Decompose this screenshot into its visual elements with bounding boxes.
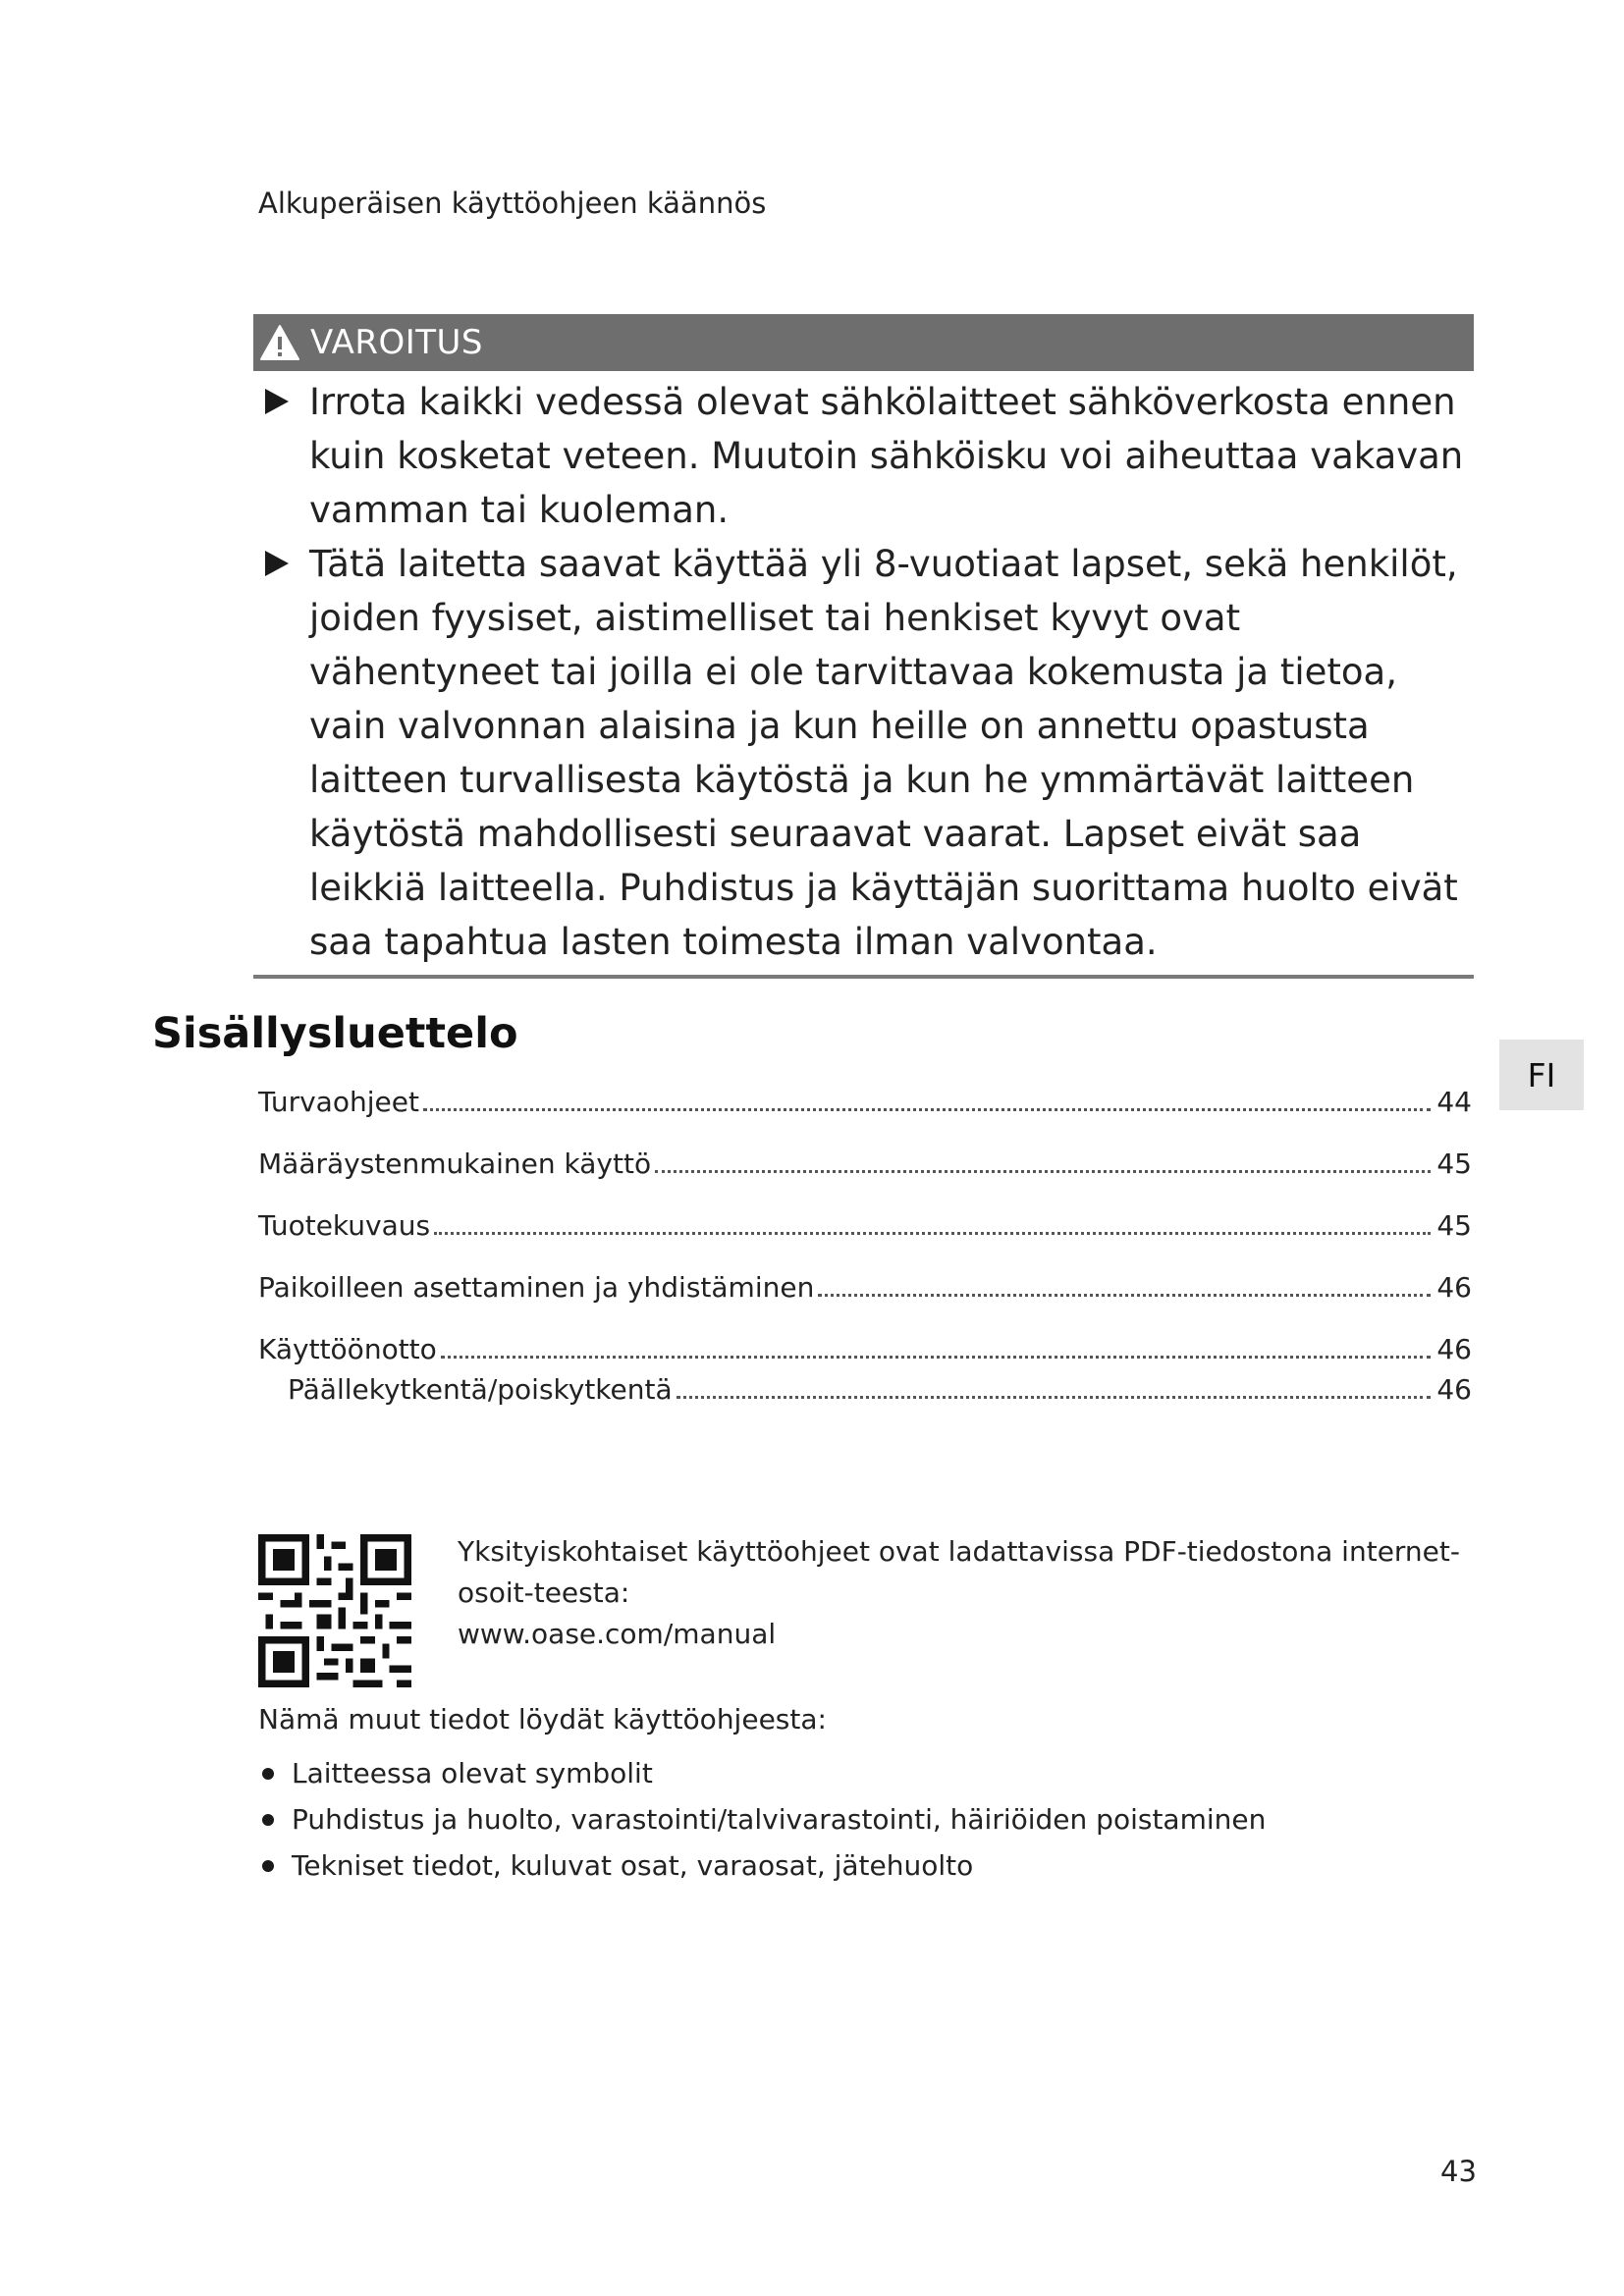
toc-entry-label: Käyttöönotto <box>258 1333 437 1365</box>
toc-entry-page: 45 <box>1436 1148 1472 1180</box>
toc-leader <box>434 1232 1431 1235</box>
toc-leader <box>677 1396 1432 1399</box>
language-tab: FI <box>1499 1040 1584 1110</box>
warning-item-text: Irrota kaikki vedessä olevat sähkölaitteet sähköverkosta ennen kuin kosketat veteen. Muutoin sähköisku voi aiheuttaa vakavan vamman tai kuoleman. <box>309 381 1464 531</box>
manual-download-info <box>458 1531 1479 1655</box>
toc-entry[interactable] <box>258 1265 1472 1327</box>
toc-entry-label: Turvaohjeet <box>258 1086 419 1118</box>
toc-heading: Sisällysluettelo <box>152 1009 518 1058</box>
manual-download-text: Yksityiskohtaiset käyttöohjeet ovat ladattavissa PDF-tiedostona internet-osoit-teesta: <box>458 1535 1460 1609</box>
page-number: 43 <box>1440 2155 1477 2188</box>
list-item-text: Tekniset tiedot, kuluvat osat, varaosat, jätehuolto <box>292 1849 974 1882</box>
list-item <box>258 1842 1266 1889</box>
toc-subentry[interactable] <box>258 1367 1472 1409</box>
toc-leader <box>423 1108 1431 1111</box>
toc-entry-page: 45 <box>1436 1209 1472 1242</box>
toc-entry-label: Päällekytkentä/poiskytkentä <box>288 1373 673 1406</box>
arrow-right-icon <box>265 551 289 576</box>
toc-entry-page: 46 <box>1436 1333 1472 1365</box>
bullet-icon <box>262 1768 274 1780</box>
toc-entry-label: Tuotekuvaus <box>258 1209 431 1242</box>
toc-leader <box>818 1294 1431 1297</box>
toc-leader <box>441 1356 1432 1359</box>
warning-header <box>253 314 1474 371</box>
bullet-icon <box>262 1860 274 1872</box>
toc-entry-label: Paikoilleen asettaminen ja yhdistäminen <box>258 1271 815 1304</box>
arrow-right-icon <box>265 389 289 414</box>
toc-entry-page: 46 <box>1436 1373 1472 1406</box>
warning-item <box>253 537 1474 969</box>
list-item <box>258 1750 1266 1796</box>
warning-divider <box>253 975 1474 979</box>
more-info-list <box>258 1750 1266 1889</box>
toc-entry-label: Määräystenmukainen käyttö <box>258 1148 652 1180</box>
toc-leader <box>655 1170 1431 1173</box>
more-info-intro: Nämä muut tiedot löydät käyttöohjeesta: <box>258 1703 827 1735</box>
list-item-text: Puhdistus ja huolto, varastointi/talvivarastointi, häiriöiden poistaminen <box>292 1803 1267 1836</box>
manual-url-link[interactable]: www.oase.com/manual <box>458 1618 777 1650</box>
warning-title: VAROITUS <box>310 323 483 362</box>
warning-triangle-icon <box>259 323 300 362</box>
warning-item-text: Tätä laitetta saavat käyttää yli 8-vuotiaat lapset, sekä henkilöt, joiden fyysiset, aistimelliset tai henkiset kyvyt ovat vähentyneet tai joilla ei ole tarvittavaa kokemusta ja tietoa, vain valvonnan alaisina ja kun heille on annettu opastusta laitteen turvallisesta käytöstä ja kun he ymmärtävät laitteen käytöstä mahdollisesti seuraavat vaarat. Lapset eivät saa leikkiä laitteella. Puhdistus ja käyttäjän suorittama huolto eivät saa tapahtua lasten toimesta ilman valvontaa. <box>309 543 1458 963</box>
toc-entry[interactable] <box>258 1142 1472 1203</box>
warning-list <box>253 375 1474 969</box>
warning-item <box>253 375 1474 537</box>
bullet-icon <box>262 1814 274 1826</box>
document-subtitle: Alkuperäisen käyttöohjeen käännös <box>258 187 767 220</box>
toc-entry[interactable] <box>258 1080 1472 1142</box>
table-of-contents <box>258 1080 1472 1409</box>
list-item <box>258 1796 1266 1842</box>
warning-box <box>253 314 1474 979</box>
list-item-text: Laitteessa olevat symbolit <box>292 1757 653 1789</box>
toc-entry-page: 44 <box>1436 1086 1472 1118</box>
qr-code-icon <box>258 1534 411 1687</box>
toc-entry-page: 46 <box>1436 1271 1472 1304</box>
toc-entry[interactable] <box>258 1203 1472 1265</box>
